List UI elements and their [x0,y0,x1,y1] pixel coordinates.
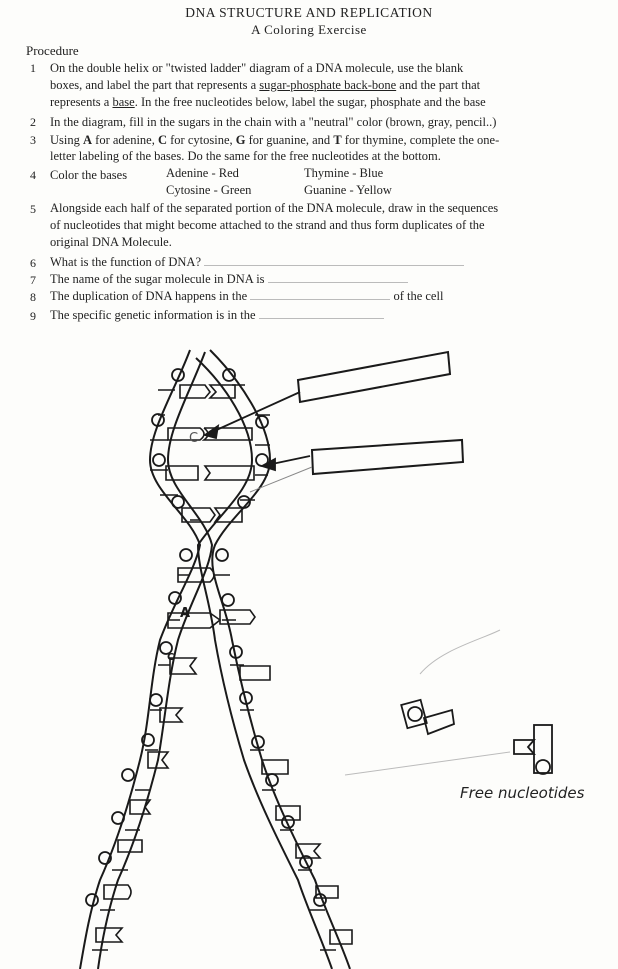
base-pair [96,928,122,942]
base-pair [166,466,254,480]
step-4-intro: Color the bases [50,168,128,182]
question-7-blank[interactable] [268,271,408,283]
sugar [222,594,234,606]
sugar [216,549,228,561]
sugar [180,549,192,561]
step-3-number: 3 [30,133,36,147]
step-1-text: boxes, and label the part that represents a [50,78,260,92]
step-3-text: for cytosine, [167,133,236,147]
sugar [112,812,124,824]
step-3-text: for thymine, complete the one- [341,133,500,147]
base-pair [330,930,352,944]
sugar [266,774,278,786]
step-1-line-3 [50,94,486,110]
free-nucleotide-2 [345,725,552,775]
question-6-number: 6 [30,256,36,270]
step-4-number: 4 [30,168,36,182]
step-3-text: Using [50,133,83,147]
letter-g: G [235,133,246,147]
base-pair [104,885,131,899]
question-6-text: What is the function of DNA? [50,255,202,269]
arrow-line [250,467,312,492]
step-1-text: and the part that [396,78,481,92]
step-5-line-3: original DNA Molecule. [50,235,172,249]
question-9 [50,307,384,323]
step-1-text: . In the free nucleotides below, label the sugar, phosphate and the base [134,95,486,109]
step-1-number: 1 [30,61,36,75]
color-cytosine: Cytosine - Green [166,183,252,197]
rung [92,390,200,950]
question-8-suffix: of the cell [393,289,444,303]
color-adenine: Adenine - Red [166,166,239,180]
question-7 [50,271,408,287]
color-guanine: Guanine - Yellow [304,183,392,197]
arrow-line [272,456,310,464]
base-label-a: A [180,606,191,621]
dna-diagram [0,330,618,969]
question-8 [50,288,443,304]
question-9-text: The specific genetic information is in the [50,308,256,322]
question-6-blank[interactable] [204,254,464,266]
step-2-line-1: In the diagram, fill in the sugars in the chain with a "neutral" color (brown, gray, pencil..) [50,115,497,129]
step-5-number: 5 [30,202,36,216]
step-3-text: for guanine, and [245,133,334,147]
letter-a: A [83,133,93,147]
free-nucleotides-label: Free nucleotides [460,784,585,802]
step-1-base-term: base [112,95,135,109]
sugar [150,694,162,706]
step-5-line-2: of nucleotides that might become attached to the strand and thus form duplicates of the [50,218,485,232]
step-1-line-1: On the double helix or "twisted ladder" diagram of a DNA molecule, use the blank [50,61,464,75]
label-box-upper[interactable] [298,352,450,402]
step-1-line-2 [50,77,480,93]
letter-c: C [157,133,168,147]
sugar [153,454,165,466]
step-5-line-1: Alongside each half of the separated portion of the DNA molecule, draw in the sequences [50,201,499,215]
question-7-number: 7 [30,273,36,287]
question-8-blank[interactable] [250,288,390,300]
base-label-c: C [167,652,175,663]
question-8-text: The duplication of DNA happens in the [50,289,248,303]
step-1-backbone-term: sugar-phosphate back-bone [259,78,397,92]
step-3-line-1 [50,132,499,148]
sugar [172,496,184,508]
question-9-blank[interactable] [259,307,384,319]
label-box-lower[interactable] [312,440,463,474]
question-9-number: 9 [30,309,36,323]
question-8-number: 8 [30,290,36,304]
base-label-c: C [189,431,199,446]
step-2-number: 2 [30,115,36,129]
worksheet-title: DNA STRUCTURE AND REPLICATION [185,5,433,20]
right-strand-outer [210,350,350,969]
question-7-text: The name of the sugar molecule in DNA is [50,272,265,286]
pointer-arrows [205,392,312,492]
base-pair [240,666,270,680]
step-3-text: for adenine, [92,133,158,147]
question-6 [50,254,464,270]
left-strand-outer [80,350,200,969]
procedure-heading: Procedure [26,43,79,58]
step-3-line-2: letter labeling of the bases. Do the same for the free nucleotides at the bottom. [50,149,441,163]
free-nucleotide-1 [401,630,500,734]
sugar [122,769,134,781]
worksheet-subtitle: A Coloring Exercise [251,22,367,37]
letter-t: T [333,133,342,147]
dna-backbones [80,350,350,969]
step-1-text: represents a [50,95,113,109]
strand-rungs [92,385,336,950]
color-thymine: Thymine - Blue [304,166,384,180]
